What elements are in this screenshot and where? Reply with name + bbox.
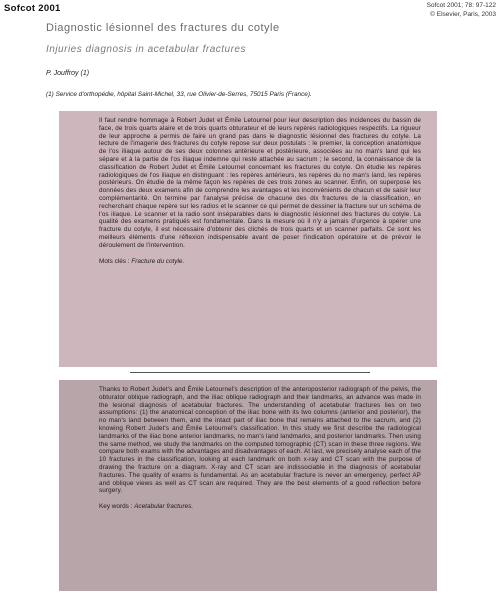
keywords-english-label: Key words :: [99, 503, 133, 511]
abstract-english-box: [59, 380, 437, 591]
author: P. Jouffroy (1): [46, 70, 90, 77]
title-french: Diagnostic lésionnel des fractures du cotyle: [46, 22, 280, 34]
reference-line-2: © Elsevier, Paris, 2003: [430, 10, 496, 18]
keywords-french-value: Fracture du cotyle.: [131, 257, 185, 265]
keywords-english-value: Acetabular fractures.: [134, 503, 194, 511]
journal-name: Sofcot 2001: [4, 3, 61, 14]
abstract-french-text: Il faut rendre hommage à Robert Judet et Émile Letournel pour leur description des incidences du bassin de face, de trois quarts alaire et de trois quarts obturateur et de leurs repères radiologiques respectifs. La rigueur de leur approche a permis de faire un grand pas dans le diagnostic lésionnel des fractures du cotyle. La lecture de l'imagerie des fractures du cotyle repose sur deux postulats : le premier, la conception anatomique de l'os iliaque autour de ses deux colonnes antérieure et postérieure, associées au no man's land qui les sépare et à la partie de l'os iliaque indemne qui reste attachée au sacrum ; le second, la connaissance de la classification de Robert Judet et Émile Letournel concernant les fractures du cotyle. On étudie les repères radiologiques de l'os iliaque en distinguant : les repères antérieurs, les repères du no man's land, les repères postérieurs. On étudie de la même façon les repères de ces trois zones au scanner. Enfin, on superpose les données des deux examens afin de comprendre les avantages et les inconvénients de chacun et de saisir leur complémentarité. On termine par l'analyse précise de chacune des dix fractures de la classification, en recherchant chaque repère sur les radios et le scanner ce qui permet de dessiner la fracture sur un schéma de l'os iliaque. Le scanner et la radio sont inséparables dans le diagnostic lésionnel des fractures du cotyle. La qualité des examens pratiqués est fondamentale. Dans la mesure où il n'y a jamais d'urgence à opérer une fracture du cotyle, il est nécessaire d'obtenir des clichés de trois quarts et un scanner parfaits. Ce sont les meilleurs éléments d'une réflexion indispensable avant de poser l'indication opératoire et de prévoir le déroulement de l'intervention.: [99, 117, 421, 249]
section-divider: [130, 372, 370, 373]
affiliation: (1) Service d'orthopédie, hôpital Saint-Michel, 33, rue Olivier-de-Serres, 75015 Paris (France).: [46, 91, 312, 98]
journal-reference: [427, 2, 496, 19]
title-english: Injuries diagnosis in acetabular fractures: [46, 44, 246, 55]
keywords-english: [99, 503, 421, 510]
abstract-english-text: Thanks to Robert Judet's and Émile Letournel's description of the anteroposterior radiograph of the pelvis, the obturator oblique radiograph, and the iliac oblique radiograph and their landmarks, an advance was made in the lesional diagnosis of acetabular fractures. The understanding of acetabular fractures lies on two assumptions: (1) the anatomical conception of the iliac bone with its two columns (anterior and posterior), the no man's land between them, and the intact part of iliac bone that remains attached to the sacrum, and (2) knowing Robert Judet's and Émile Letournel's classification. In this study we first describe the radiological landmarks of the iliac bone anterior landmarks, no man's land landmarks, and posterior landmarks. Then using the same method, we study the landmarks on the computed tomographic (CT) scan in these three regions. We compare both exams with the advantages and disadvantages of each. At last, we precisely analyse each of the 10 fractures in the classification, looking at each landmark on both x-ray and CT scan with the purpose of drawing the fracture on a diagram. X-ray and CT scan are indissociable in the diagnosis of acetabular fractures. The quality of exams is fundamental. As an acetabular fracture is never an emergency, perfect AP and oblique views as well as CT scan are required. They are the best elements of a good reflection before surgery.: [99, 386, 421, 495]
keywords-french: [99, 258, 421, 265]
abstract-french-box: [59, 111, 437, 367]
reference-line-1: Sofcot 2001; 78: 97-122: [426, 2, 496, 9]
keywords-french-label: Mots clés :: [99, 257, 130, 265]
